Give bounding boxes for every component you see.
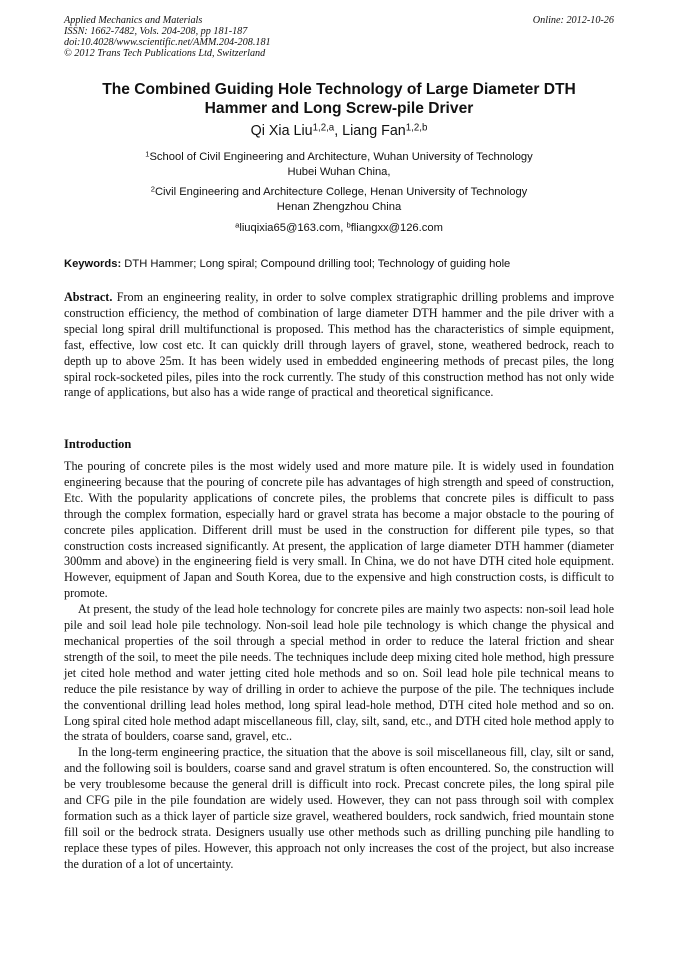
affiliation-2 xyxy=(64,185,614,215)
author-affiliation-mark: 1,2,a xyxy=(312,122,335,134)
author-name: Liang Fan xyxy=(342,123,406,139)
author-affiliation-mark: 1,2,b xyxy=(405,122,428,134)
affiliation-text: Civil Engineering and Architecture College, Henan University of Technology xyxy=(154,186,528,198)
affiliation-mark: 1 xyxy=(145,149,150,159)
body-paragraph: At present, the study of the lead hole technology for concrete piles are mainly two aspects: non-soil lead hole pile and soil lead hole pile technology. Non-soil lead hole pile technology is which change the physical and mechanical properties of the soil through a special method in order to reduce the lateral friction and shear strength of the soil, to meet the pile needs. The techniques include deep mixing cited hole method, high pressure jet cited hole method and water jetting cited hole methods and so on. Soil lead hole pile technical means to reduce the pile resistance by way of drilling in order to achieve the purpose of the pile. The techniques include the conventional drilling lead holes method, long spiral lead-hole method, DTH cited hole method and so on. Long spiral cited hole method adapt miscellaneous fill, clay, silt, sand, etc., and DTH cited hole method apply to the strata of boulders, coarse sand, gravel, etc.. xyxy=(64,602,614,744)
abstract xyxy=(64,290,614,401)
keywords-text: DTH Hammer; Long spiral; Compound drilling tool; Technology of guiding hole xyxy=(121,258,511,270)
affiliation-text: School of Civil Engineering and Architecture, Wuhan University of Technology xyxy=(149,151,533,163)
issn-line: ISSN: 1662-7482, Vols. 204-208, pp 181-187 xyxy=(64,26,248,37)
affiliation-location: Henan Zhengzhou China xyxy=(276,201,402,213)
copyright-line: © 2012 Trans Tech Publications Ltd, Switzerland xyxy=(64,48,266,59)
keywords-label: Keywords: xyxy=(64,258,122,270)
email-link[interactable]: liuqixia65@163.com, xyxy=(239,222,347,234)
title-line-1: The Combined Guiding Hole Technology of Large Diameter DTH xyxy=(102,81,576,98)
body-paragraph: In the long-term engineering practice, the situation that the above is soil miscellaneous fill, clay, silt or sand, and the following soil is boulders, coarse sand and gravel stratum is often encountered. So, the construction will be very troublesome because the general drill is difficult into rock. Precast concrete piles, the long spiral pile and CFG pile in the pile foundation are widely used. However, they can not pass through soil with complex formation such as a thick layer of particle size gravel, weathered boulders, rock sandwich, fried mountain stone fill soil or the bedrock strata. Designers usually use other methods such as drilling punching pile handling to replace these types of piles. However, this approach not only increases the cost of the project, but also increase the duration of a lot of uncertainty. xyxy=(64,745,614,871)
introduction-body xyxy=(64,459,614,873)
journal-name: Applied Mechanics and Materials xyxy=(64,15,203,26)
keywords xyxy=(64,257,624,272)
abstract-text: From an engineering reality, in order to solve complex stratigraphic drilling problems and improve construction efficiency, the method of combination of large diameter DTH hammer and the pile driver with a special long spiral drill multifunctional is proposed. This method has the characteristics of simple equipment, fast, effective, low cost etc. It can quickly drill through layers of gravel, stone, weathered bedrock, reach to depth up to above 25m. It has been widely used in embedded engineering methods of precast piles, the long spiral rock-socketed piles, piles into the rock currently. The study of this construction method has not only wide range of applications, but also has a wide range of practical and theoretical significance. xyxy=(64,290,614,400)
email-link[interactable]: fliangxx@126.com xyxy=(350,222,443,234)
affiliation-1 xyxy=(64,150,614,180)
section-heading: Introduction xyxy=(64,437,132,451)
online-date: Online: 2012-10-26 xyxy=(532,15,614,26)
email-mark: b xyxy=(346,220,351,230)
journal-header xyxy=(64,15,614,59)
doi-line[interactable]: doi:10.4028/www.scientific.net/AMM.204-208.181 xyxy=(64,37,271,48)
affiliation-location: Hubei Wuhan China, xyxy=(287,166,391,178)
author-emails xyxy=(64,221,614,236)
author-list xyxy=(64,122,614,140)
email-mark: a xyxy=(235,220,240,230)
abstract-label: Abstract. xyxy=(64,290,113,304)
author-name: Qi Xia Liu xyxy=(250,123,313,139)
title-line-2: Hammer and Long Screw-pile Driver xyxy=(204,100,474,117)
paper-title xyxy=(64,80,614,118)
author-separator: , xyxy=(334,123,343,139)
body-paragraph: The pouring of concrete piles is the most widely used and more mature pile. It is widely used in foundation engineering because that the pouring of concrete pile has advantages of high strength and speed of construction, Etc. With the popularity applications of concrete piles, the problems that concrete piles is difficult to pass through the complex formation, especially hard or gravel strata has become a major obstacle to the pouring of concrete piles application. Different drill must be used in the construction for different pile types, so that construction costs increased significantly. At present, the application of large diameter DTH hammer (diameter 300mm and above) in the engineering field is very small. In China, we do not have DTH cited hole equipment. However, equipment of Japan and South Korea, due to the expensive and high construction costs, is difficult to promote. xyxy=(64,459,614,601)
affiliation-mark: 2 xyxy=(150,184,155,194)
